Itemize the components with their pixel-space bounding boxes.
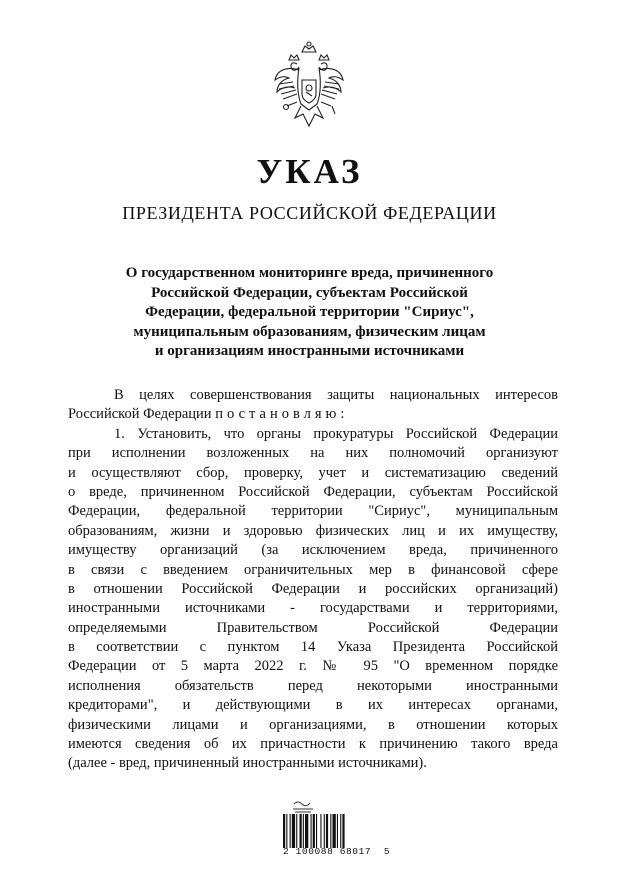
clause-line: иностранными источниками - государствами и территориями, <box>68 600 558 617</box>
barcode-bar <box>337 814 338 848</box>
clause-line: и осуществляют сбор, проверку, учет и систематизацию сведений <box>68 464 558 481</box>
barcode-bar <box>316 814 317 848</box>
decree-body <box>68 386 558 774</box>
coat-of-arms-emblem-icon <box>269 40 349 132</box>
barcode-bar <box>286 814 287 848</box>
barcode-bar <box>311 814 312 848</box>
clause-line: физическими лицами и организациями, в отношении которых <box>68 716 558 733</box>
barcode-bar <box>305 814 308 848</box>
barcode-bar <box>342 814 344 848</box>
heading-line: О государственном мониторинге вреда, причиненного <box>125 265 494 281</box>
heading-line: и организациям иностранными источниками <box>154 343 465 359</box>
clause-line: (далее - вред, причиненный иностранными источниками). <box>68 755 427 772</box>
clause-line: при исполнении возложенных на них полномочий организуют <box>68 445 558 462</box>
preamble-prefix: Российской Федерации <box>68 406 212 423</box>
barcode-bar <box>290 814 291 848</box>
heading-line: Федерации, федеральной территории "Сириус", <box>145 304 474 320</box>
clause-line: имуществу организаций (за исключением вреда, причиненного <box>68 542 558 559</box>
postanovlyayu-word: постановляю <box>215 406 341 423</box>
clause-line: в отношении Российской Федерации и российских организаций) <box>68 580 558 597</box>
clause-line: 1. Установить, что органы прокуратуры Российской Федерации <box>114 425 558 442</box>
preamble-line: В целях совершенствования защиты национальных интересов <box>114 387 558 403</box>
barcode-bar <box>296 814 297 848</box>
clause-line: кредиторами", и действующими в их интересах органами, <box>68 697 558 714</box>
heading-line: Российской Федерации, субъектам Российской <box>151 284 468 301</box>
barcode-bar <box>292 814 295 848</box>
clause-line: в связи с введением ограничительных мер в финансовой сфере <box>68 561 558 578</box>
barcode-bar <box>340 814 341 848</box>
barcode-bar <box>303 814 304 848</box>
barcode-number: 2 100088 68017 5 <box>283 846 391 857</box>
barcode-bar <box>330 814 331 848</box>
barcode-bar <box>283 814 285 848</box>
heading-line: муниципальным образованиям, физическим лицам <box>133 323 486 340</box>
clause-line: в соответствии с пунктом 14 Указа Президента Российской <box>68 639 558 656</box>
clause-line: определяемыми Правительством Российской Федерации <box>68 619 558 636</box>
barcode-bar <box>333 814 336 848</box>
barcode-bar <box>320 814 321 848</box>
document-title: УКАЗ <box>256 152 363 191</box>
barcode-bar <box>324 814 325 848</box>
clause-line: имеются сведения об их причастности к причинению такого вреда <box>68 736 558 753</box>
document-subtitle: ПРЕЗИДЕНТА РОССИЙСКОЙ ФЕДЕРАЦИИ <box>122 203 497 223</box>
preamble-line <box>68 405 558 424</box>
clause-line: Федерации, федеральной территории "Сириус", муниципальным <box>68 503 558 520</box>
barcode-bar <box>313 814 315 848</box>
clause-line: о вреде, причиненном Российской Федерации, субъектам Российской <box>68 483 558 500</box>
barcode-icon <box>283 814 369 848</box>
preamble-suffix: : <box>340 406 345 423</box>
clause-line: Федерации от 5 марта 2022 г. № 95 "О временном порядке <box>68 658 558 675</box>
clause-line: исполнения обязательств перед некоторыми иностранными <box>68 677 558 694</box>
clause-line: образованиям, жизни и здоровью физических лиц и их имуществу, <box>68 522 558 539</box>
barcode-bar <box>326 814 328 848</box>
decree-heading <box>60 264 559 362</box>
barcode-bar <box>300 814 302 848</box>
